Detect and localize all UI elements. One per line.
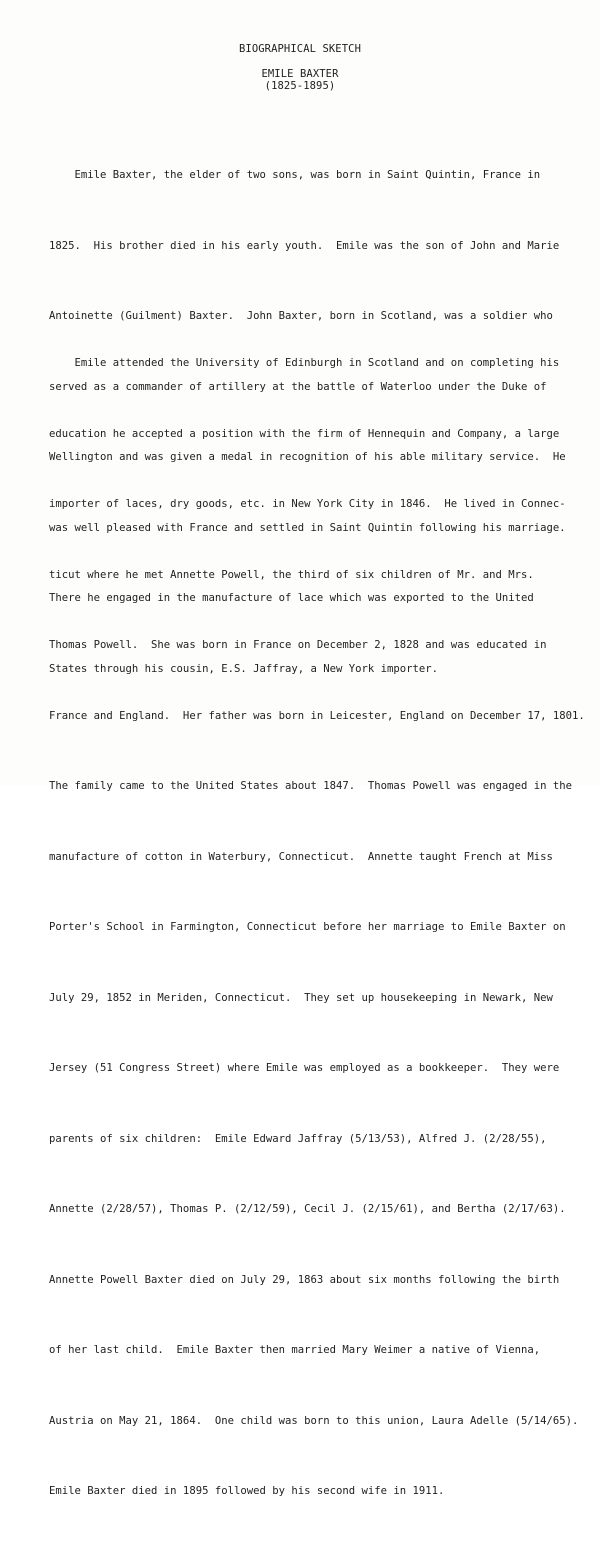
text-line: Antoinette (Guilment) Baxter. John Baxter, born in Scotland, was a soldier who (49, 310, 553, 322)
text-line: Emile attended the University of Edinburgh in Scotland and on completing his (49, 357, 560, 369)
text-line: Austria on May 21, 1864. One child was born to this union, Laura Adelle (5/14/65). (49, 1414, 579, 1427)
text-line: parents of six children: Emile Edward Jaffray (5/13/53), Alfred J. (2/28/55), (49, 1132, 547, 1145)
text-line: Porter's School in Farmington, Connecticut before her marriage to Emile Baxter on (49, 921, 566, 933)
text-line: ticut where he met Annette Powell, the third of six children of Mr. and Mrs. (49, 568, 534, 581)
text-line: Annette (2/28/57), Thomas P. (2/12/59), Cecil J. (2/15/61), and Bertha (2/17/63). (49, 1203, 566, 1215)
subject-name: EMILE BAXTER (261, 68, 339, 80)
text-line: There he engaged in the manufacture of lace which was exported to the United (49, 592, 534, 604)
text-line: Thomas Powell. She was born in France on December 2, 1828 and was educated in (49, 639, 547, 651)
text-line: Annette Powell Baxter died on July 29, 1863 about six months following the birth (49, 1273, 560, 1286)
text-line: Emile Baxter, the elder of two sons, was born in Saint Quintin, France in (49, 169, 541, 181)
text-line: served as a commander of artillery at the battle of Waterloo under the Duke of (49, 380, 547, 393)
text-line: Emile Baxter died in 1895 followed by his second wife in 1911. (49, 1485, 445, 1497)
paragraph-2 (49, 305, 589, 1551)
text-line: Jersey (51 Congress Street) where Emile was employed as a bookkeeper. They were (49, 1062, 560, 1074)
text-line: 1825. His brother died in his early youth. Emile was the son of John and Marie (49, 239, 560, 252)
document-title: BIOGRAPHICAL SKETCH (238, 43, 361, 55)
subject-dates: (1825-1895) (264, 80, 336, 92)
text-line: France and England. Her father was born in Leicester, England on December 17, 1801. (49, 709, 585, 722)
text-line: of her last child. Emile Baxter then married Mary Weimer a native of Vienna, (49, 1344, 541, 1356)
text-line: Wellington and was given a medal in recognition of his able military service. He (49, 451, 566, 463)
text-line: education he accepted a position with the firm of Hennequin and Company, a large (49, 427, 560, 440)
text-line: was well pleased with France and settled in Saint Quintin following his marriage. (49, 521, 566, 534)
text-line: manufacture of cotton in Waterbury, Connecticut. Annette taught French at Miss (49, 850, 553, 863)
text-line: The family came to the United States about 1847. Thomas Powell was engaged in the (49, 780, 572, 792)
text-line: importer of laces, dry goods, etc. in New York City in 1846. He lived in Connec- (49, 498, 566, 510)
text-line: July 29, 1852 in Meriden, Connecticut. They set up housekeeping in Newark, New (49, 991, 553, 1004)
text-line: States through his cousin, E.S. Jaffray, a New York importer. (49, 662, 439, 675)
